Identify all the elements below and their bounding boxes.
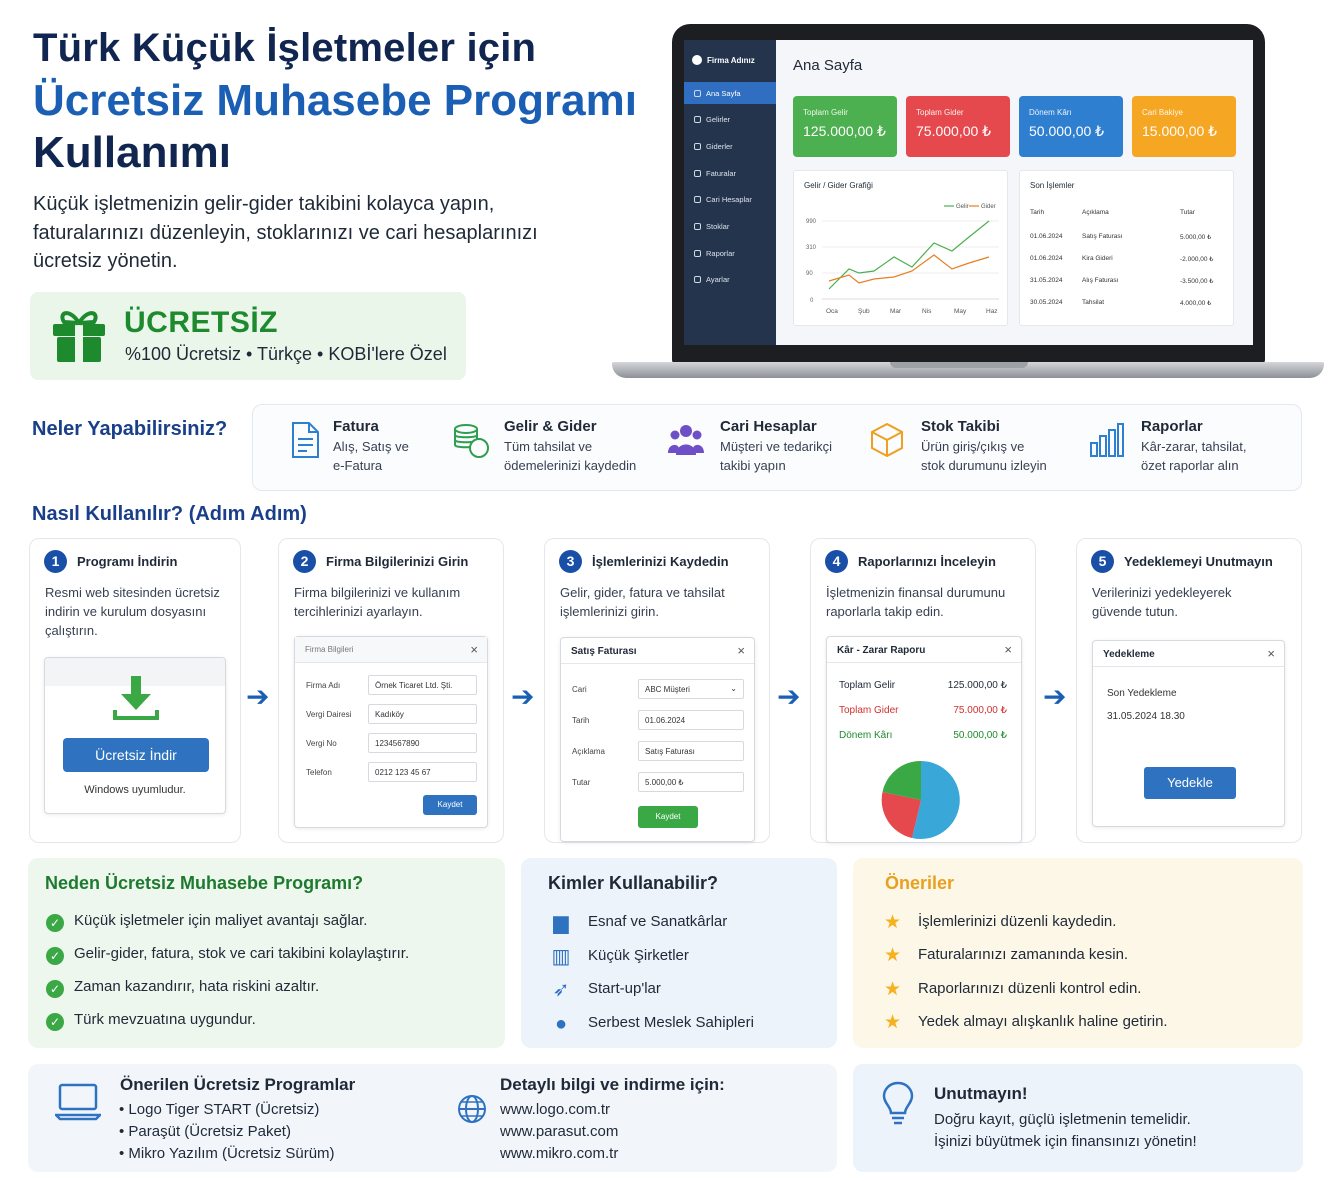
table-cell: 01.06.2024	[1030, 255, 1063, 262]
sidebar-item-label: Ana Sayfa	[706, 88, 741, 98]
website-link[interactable]: www.logo.com.tr	[500, 1101, 611, 1118]
form-input[interactable]: Kadıköy	[368, 704, 477, 724]
tip-item: Faturalarınızı zamanında kesin.	[918, 946, 1129, 964]
feature-desc: özet raporlar alın	[1141, 458, 1239, 473]
step-number: 3	[559, 550, 582, 573]
kpi-value: 15.000,00 ₺	[1142, 123, 1218, 139]
arrow-right-icon: ➔	[1043, 681, 1067, 712]
feature-title: Raporlar	[1141, 418, 1203, 435]
laptop-notch	[890, 362, 1028, 368]
rocket-icon: ➶	[552, 979, 570, 1001]
arrow-right-icon: ➔	[511, 681, 535, 712]
box-icon	[869, 421, 905, 459]
backup-dialog	[1092, 640, 1285, 827]
program-item: • Mikro Yazılım (Ücretsiz Sürüm)	[119, 1145, 335, 1162]
last-backup-label: Son Yedekleme	[1107, 688, 1177, 699]
form-label: Telefon	[306, 768, 332, 777]
profit-loss-report	[826, 636, 1022, 843]
tip-item: Raporlarınızı düzenli kontrol edin.	[918, 979, 1142, 997]
why-item: Zaman kazandırır, hata riskini azaltır.	[74, 978, 320, 995]
sidebar-icon	[694, 223, 701, 230]
feature-desc: Alış, Satış ve	[333, 439, 409, 454]
free-badge-title: ÜCRETSİZ	[124, 306, 278, 339]
why-title: Neden Ücretsiz Muhasebe Programı?	[45, 873, 364, 893]
tip-item: İşlemlerinizi düzenli kaydedin.	[918, 913, 1117, 930]
app-screen	[684, 40, 1253, 345]
check-icon: ✓	[46, 980, 64, 998]
kpi-value: 125.000,00 ₺	[803, 123, 886, 139]
reminder-line2: İşinizi büyütmek için finansınızı yönetin!	[934, 1133, 1197, 1150]
form-label: Cari	[572, 685, 587, 694]
lightbulb-icon	[881, 1080, 915, 1126]
app-page-title: Ana Sayfa	[793, 57, 863, 74]
arrow-right-icon: ➔	[777, 681, 801, 712]
sidebar-item[interactable]	[684, 242, 776, 264]
why-item: Gelir-gider, fatura, stok ve cari takibini kolaylaştırır.	[74, 945, 410, 962]
table-cell: 5.000,00 ₺	[1180, 234, 1212, 241]
report-value: 125.000,00 ₺	[947, 680, 1007, 691]
backup-button[interactable]: Yedekle	[1144, 767, 1236, 799]
backup-title: Yedekleme	[1103, 649, 1155, 660]
feature-item	[504, 418, 636, 475]
sidebar-icon	[694, 143, 701, 150]
company-logo-icon	[692, 55, 702, 65]
sidebar-item[interactable]	[684, 269, 776, 291]
company-form-title: Firma Bilgileri	[305, 645, 354, 654]
feature-desc: Ürün giriş/çıkış ve	[921, 439, 1025, 454]
table-cell: Kira Gideri	[1082, 255, 1113, 262]
step-desc: Firma bilgilerinizi ve kullanım tercihlerinizi ayarlayın.	[294, 585, 461, 619]
feature-item	[720, 418, 832, 475]
star-icon: ★	[884, 1011, 902, 1033]
company-name	[692, 55, 755, 65]
check-icon: ✓	[46, 947, 64, 965]
who-item: Serbest Meslek Sahipleri	[588, 1013, 754, 1031]
step-title: Programı İndirin	[77, 554, 178, 569]
page-title-line3: Kullanımı	[33, 128, 232, 177]
invoice-form-title: Satış Faturası	[571, 646, 637, 657]
kpi-value: 50.000,00 ₺	[1029, 123, 1105, 139]
form-input[interactable]: 1234567890	[368, 733, 477, 753]
step-number: 2	[293, 550, 316, 573]
who-item: Start-up'lar	[588, 980, 661, 997]
report-value: 75.000,00 ₺	[953, 705, 1007, 716]
sidebar-item[interactable]	[684, 216, 776, 238]
kpi-card	[906, 96, 1010, 157]
table-cell: -3.500,00 ₺	[1180, 278, 1214, 285]
table-cell: -2.000,00 ₺	[1180, 256, 1214, 263]
step-title: Raporlarınızı İnceleyin	[858, 554, 996, 569]
star-icon: ★	[884, 945, 902, 967]
who-item: Küçük Şirketler	[588, 946, 689, 964]
check-icon: ✓	[46, 1013, 64, 1031]
form-input-value: 01.06.2024	[645, 716, 686, 725]
gift-icon	[50, 306, 108, 364]
y-tick: 90	[806, 271, 813, 277]
features-heading: Neler Yapabilirsiniz?	[32, 418, 228, 440]
building-icon: ▥	[551, 945, 571, 968]
why-item: Türk mevzuatına uygundur.	[74, 1011, 256, 1028]
table-cell: Alış Faturası	[1082, 277, 1119, 284]
form-input[interactable]: Örnek Ticaret Ltd. Şti.	[368, 675, 477, 695]
feature-item	[921, 418, 1047, 475]
feature-item	[1141, 418, 1247, 475]
company-form-dialog	[294, 636, 488, 828]
form-input[interactable]	[638, 772, 744, 792]
arrow-right-icon: ➔	[246, 681, 270, 712]
form-input[interactable]	[638, 741, 744, 761]
step-desc: Gelir, gider, fatura ve tahsilat işlemlerinizi girin.	[560, 585, 725, 619]
sidebar-item-label: Faturalar	[706, 168, 737, 178]
table-cell: 01.06.2024	[1030, 233, 1063, 240]
legend-gider: Gider	[981, 204, 996, 210]
reminder-line1: Doğru kayıt, güçlü işletmenin temelidir.	[934, 1111, 1191, 1128]
close-icon[interactable]: ×	[737, 643, 745, 658]
table-header-cell: Tutar	[1180, 209, 1195, 216]
profit-pie-chart	[880, 759, 962, 841]
feature-item	[333, 418, 409, 475]
feature-desc: takibi yapın	[720, 458, 786, 473]
y-tick: 0	[810, 298, 814, 304]
step-desc: Verilerinizi yedekleyerek güvende tutun.	[1092, 585, 1232, 619]
website-link[interactable]: www.parasut.com	[500, 1123, 619, 1140]
recent-title: Son İşlemler	[1030, 181, 1075, 190]
document-icon	[287, 421, 323, 459]
company-name-label: Firma Adınız	[707, 55, 755, 65]
form-input-value: Satış Faturası	[645, 747, 695, 756]
sidebar-icon	[694, 90, 701, 97]
form-input[interactable]: 0212 123 45 67	[368, 762, 477, 782]
table-header-cell: Tarih	[1030, 209, 1045, 216]
feature-title: Stok Takibi	[921, 418, 1000, 435]
step-number: 4	[825, 550, 848, 573]
steps-heading: Nasıl Kullanılır? (Adım Adım)	[32, 503, 307, 525]
last-backup-value: 31.05.2024 18.30	[1107, 711, 1185, 722]
bar-chart-icon	[1088, 421, 1124, 459]
download-note: Windows uyumludur.	[84, 784, 186, 796]
tips-title: Öneriler	[885, 873, 955, 893]
feature-desc: e-Fatura	[333, 458, 383, 473]
report-value: 50.000,00 ₺	[953, 730, 1007, 741]
sidebar-icon	[694, 196, 701, 203]
coins-icon	[452, 421, 490, 459]
form-input-value: ABC Müşteri	[645, 685, 690, 694]
form-label: Tutar	[572, 778, 591, 787]
form-label: Vergi Dairesi	[306, 710, 352, 719]
who-item: Esnaf ve Sanatkârlar	[588, 913, 728, 930]
report-label: Toplam Gelir	[839, 680, 896, 691]
reminder-title: Unutmayın!	[934, 1084, 1028, 1103]
tip-item: Yedek almayı alışkanlık haline getirin.	[918, 1012, 1168, 1030]
report-title: Kâr - Zarar Raporu	[837, 645, 926, 656]
report-label: Toplam Gider	[839, 705, 899, 716]
company-save-button[interactable]: Kaydet	[423, 795, 477, 815]
y-tick: 310	[806, 245, 817, 251]
sidebar-icon	[694, 170, 701, 177]
globe-icon	[457, 1094, 487, 1124]
sidebar-item-label: Raporlar	[706, 248, 735, 258]
feature-title: Cari Hesaplar	[720, 418, 817, 435]
person-icon: ●	[554, 1012, 568, 1035]
feature-title: Fatura	[333, 418, 379, 435]
close-icon[interactable]: ×	[470, 642, 478, 657]
x-tick: Mar	[890, 308, 902, 315]
free-badge-subtitle: %100 Ücretsiz • Türkçe • KOBİ'lere Özel	[125, 344, 447, 364]
y-tick: 990	[806, 219, 817, 225]
feature-desc: ödemelerinizi kaydedin	[504, 458, 637, 473]
sidebar-item[interactable]	[684, 162, 776, 184]
links-title: Detaylı bilgi ve indirme için:	[500, 1075, 725, 1094]
feature-desc: Tüm tahsilat ve	[504, 439, 593, 454]
program-item: • Logo Tiger START (Ücretsiz)	[119, 1101, 320, 1118]
users-icon	[667, 421, 705, 459]
table-cell: Tahsilat	[1082, 299, 1105, 306]
sidebar-item[interactable]	[684, 109, 776, 131]
step-desc: İşletmenizin finansal durumunu raporlarla takip edin.	[826, 585, 1006, 619]
kpi-value: 75.000,00 ₺	[916, 123, 992, 139]
sidebar-item-label: Ayarlar	[706, 275, 730, 285]
kpi-card	[1132, 96, 1236, 157]
table-header-cell: Açıklama	[1082, 209, 1109, 216]
recent-transactions	[1019, 170, 1234, 326]
form-input[interactable]	[638, 710, 744, 730]
invoice-save-button[interactable]: Kaydet	[638, 806, 698, 828]
form-label: Tarih	[572, 716, 590, 725]
sidebar-icon	[694, 276, 701, 283]
programs-title: Önerilen Ücretsiz Programlar	[120, 1075, 356, 1094]
table-cell: 30.05.2024	[1030, 299, 1063, 306]
download-button[interactable]: Ücretsiz İndir	[63, 738, 209, 772]
why-item: Küçük işletmeler için maliyet avantajı sağlar.	[74, 912, 368, 929]
series-gider-line	[829, 255, 989, 283]
form-input-value: 5.000,00 ₺	[645, 778, 684, 787]
invoice-form-dialog	[560, 637, 755, 842]
legend-gelir: Gelir	[956, 204, 969, 210]
sidebar-item-label: Gelirler	[706, 115, 731, 125]
form-label: Firma Adı	[306, 681, 341, 690]
shop-icon: ▆	[553, 912, 569, 934]
step-number: 1	[44, 550, 67, 573]
sidebar-item[interactable]	[684, 189, 776, 211]
feature-title: Gelir & Gider	[504, 418, 597, 435]
page-title-line1: Türk Küçük İşletmeler için	[33, 26, 537, 70]
step-title: Yedeklemeyi Unutmayın	[1124, 554, 1273, 569]
form-label: Açıklama	[572, 747, 605, 756]
star-icon: ★	[884, 978, 902, 1000]
sidebar-item-label: Giderler	[706, 141, 733, 151]
sidebar-item[interactable]	[684, 135, 776, 157]
x-tick: Şub	[858, 308, 870, 315]
download-panel	[44, 657, 226, 814]
feature-desc: Kâr-zarar, tahsilat,	[1141, 439, 1247, 454]
table-cell: 4.000,00 ₺	[1180, 300, 1212, 307]
kpi-label: Toplam Gelir	[803, 108, 848, 117]
download-icon	[111, 674, 161, 722]
program-item: • Paraşüt (Ücretsiz Paket)	[119, 1123, 291, 1140]
report-label: Dönem Kârı	[839, 730, 893, 741]
chart-title: Gelir / Gider Grafiği	[804, 181, 873, 190]
app-sidebar	[684, 40, 776, 345]
chevron-down-icon: ⌄	[730, 684, 737, 693]
laptop-icon	[55, 1082, 101, 1122]
website-link[interactable]: www.mikro.com.tr	[500, 1145, 619, 1162]
x-tick: Haz	[986, 308, 998, 315]
feature-desc: stok durumunu izleyin	[921, 458, 1047, 473]
page-title-line2: Ücretsiz Muhasebe Programı	[33, 76, 637, 125]
x-tick: Oca	[826, 308, 838, 315]
chart-svg	[794, 171, 1009, 327]
sidebar-icon	[694, 250, 701, 257]
close-icon[interactable]: ×	[1004, 642, 1012, 657]
step-title: Firma Bilgilerinizi Girin	[326, 554, 469, 569]
close-icon[interactable]: ×	[1267, 646, 1275, 661]
x-tick: Nis	[922, 308, 932, 315]
kpi-card	[793, 96, 897, 157]
step-desc: Resmi web sitesinden ücretsiz indirin ve kurulum dosyasını çalıştırın.	[45, 585, 220, 638]
income-expense-chart	[793, 170, 1008, 326]
step-title: İşlemlerinizi Kaydedin	[592, 554, 729, 569]
step-number: 5	[1091, 550, 1114, 573]
star-icon: ★	[884, 912, 902, 933]
form-label: Vergi No	[306, 739, 337, 748]
kpi-label: Cari Bakiye	[1142, 108, 1183, 117]
page-subtitle: Küçük işletmenizin gelir-gider takibini kolayca yapın, faturalarınızı düzenleyin, stoklarınızı ve cari hesaplarınızı ücretsiz yönetin.	[33, 193, 538, 272]
table-cell: 31.05.2024	[1030, 277, 1063, 284]
kpi-label: Toplam Gider	[916, 108, 964, 117]
feature-desc: Müşteri ve tedarikçi	[720, 439, 832, 454]
sidebar-item[interactable]	[684, 82, 776, 104]
x-tick: May	[954, 308, 967, 315]
customer-select[interactable]	[638, 679, 744, 699]
sidebar-icon	[694, 116, 701, 123]
who-title: Kimler Kullanabilir?	[548, 873, 719, 893]
sidebar-item-label: Cari Hesaplar	[706, 195, 752, 205]
table-cell: Satış Faturası	[1082, 233, 1123, 240]
sidebar-item-label: Stoklar	[706, 222, 730, 231]
kpi-label: Dönem Kârı	[1029, 108, 1072, 117]
kpi-card	[1019, 96, 1123, 157]
check-icon: ✓	[46, 914, 64, 932]
